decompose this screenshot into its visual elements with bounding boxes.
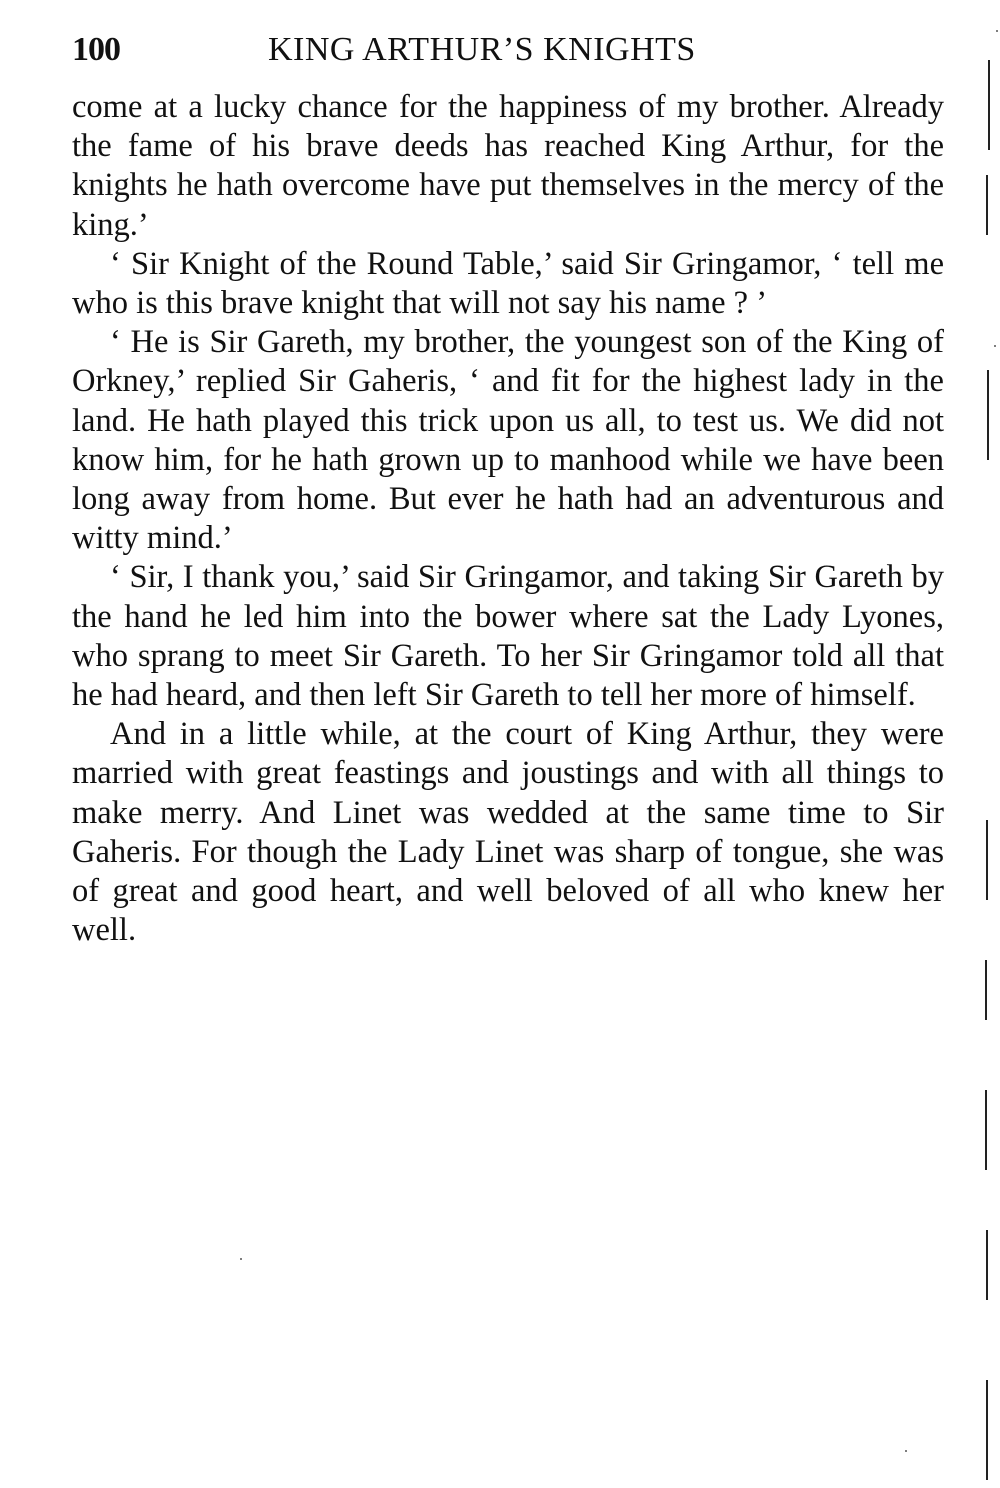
page-header bbox=[72, 28, 948, 72]
body-text bbox=[72, 88, 944, 950]
scan-speck bbox=[240, 1258, 242, 1260]
scan-edge-line bbox=[986, 1230, 988, 1300]
paragraph-2: ‘ Sir Knight of the Round Table,’ said Sir Gringamor, ‘ tell me who is this brave knight that will not say his name ? ’ bbox=[72, 245, 944, 322]
paragraph-4: ‘ Sir, I thank you,’ said Sir Gringamor, and taking Sir Gareth by the hand he led him into the bower where sat the Lady Lyones, who sprang to meet Sir Gareth. To her Sir Gringamor told all that he had heard, and then left Sir Gareth to tell her more of himself. bbox=[72, 559, 944, 714]
scan-edge-line bbox=[988, 60, 990, 150]
scan-edge-line bbox=[986, 175, 988, 235]
scan-edge-line bbox=[986, 1380, 988, 1480]
running-title: KING ARTHUR’S KNIGHTS bbox=[268, 31, 696, 68]
scan-edge-line bbox=[987, 370, 989, 460]
scan-edge-line bbox=[986, 820, 988, 900]
page-number: 100 bbox=[72, 31, 120, 68]
scan-speck bbox=[994, 345, 996, 347]
scan-edge-line bbox=[985, 960, 987, 1020]
scan-edge-line bbox=[985, 1090, 987, 1170]
paragraph-1: come at a lucky chance for the happiness of my brother. Already the fame of his brave deeds has reached King Arthur, for the knights he hath overcome have put themselves in the mercy of the king.’ bbox=[72, 89, 944, 243]
paragraph-3: ‘ He is Sir Gareth, my brother, the youngest son of the King of Orkney,’ replied Sir Gaheris, ‘ and fit for the highest lady in the land. He hath played this trick upon us all, to test us. We did not know him, for he hath grown up to manhood while we have been long away from home. But ever he hath had an adventurous and witty mind.’ bbox=[72, 324, 944, 557]
paragraph-5: And in a little while, at the court of King Arthur, they were married with great feastings and joustings and with all things to make merry. And Linet was wedded at the same time to Sir Gaheris. For though the Lady Linet was sharp of tongue, she was of great and good heart, and well beloved of all who knew her well. bbox=[72, 716, 944, 949]
scan-speck bbox=[996, 30, 998, 32]
scan-speck bbox=[905, 1450, 907, 1452]
